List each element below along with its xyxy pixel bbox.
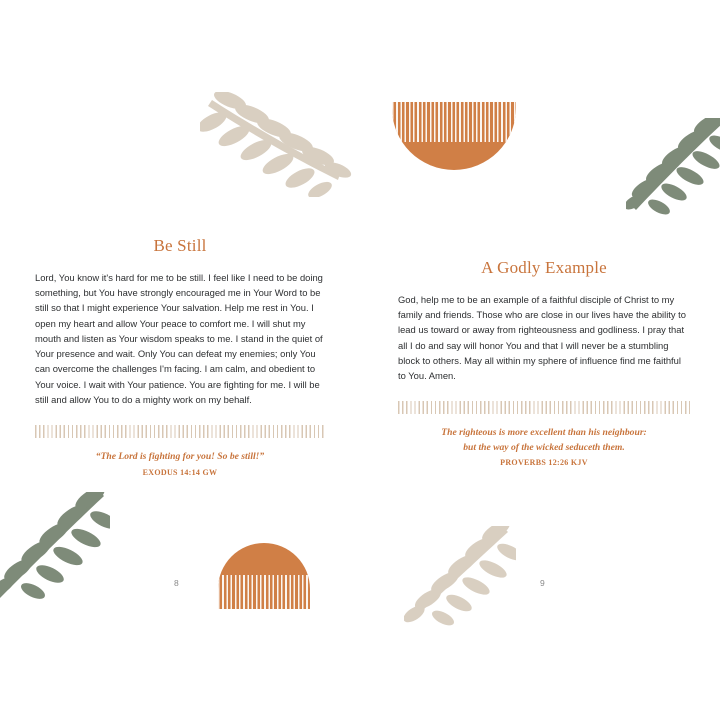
- verse-reference: PROVERBS 12:26 KJV: [500, 458, 588, 468]
- page-title: A Godly Example: [481, 258, 607, 277]
- arch-comb-orange-bottom-center: [218, 543, 310, 609]
- page-right-content: [398, 258, 690, 467]
- verse-text: “The Lord is fighting for you! So be still!”: [95, 451, 265, 463]
- prayer-body: God, help me to be an example of a faithful disciple of Christ to my family and friends. Those who are close in our lives have the ability to lead us toward or away from righteousness and godliness. I pray that all I do and say will honor You and that I will never be a stumbling block to others. May all within my sphere of influence find me faithful to You. Amen.: [398, 294, 686, 382]
- arch-comb-stripes: [218, 575, 310, 609]
- page-title: Be Still: [153, 236, 207, 255]
- page-left-content: [35, 236, 325, 477]
- comb-divider: [35, 425, 325, 438]
- verse-text-line-2: but the way of the wicked seduceth them.: [463, 441, 625, 453]
- verse-reference: EXODUS 14:14 GW: [142, 467, 218, 477]
- comb-divider: [398, 401, 690, 414]
- page-right: [360, 0, 720, 720]
- verse-text-line-1: The righteous is more excellent than his neighbour:: [441, 427, 647, 439]
- page-number: 8: [174, 578, 179, 588]
- page-number: 9: [540, 578, 545, 588]
- prayer-body: Lord, You know it's hard for me to be still. I feel like I need to be doing something, but You have strongly encouraged me in Your Word to be still so that I might experience Your salvation. Help me rest in You. I open my heart and allow Your peace to comfort me. I will shut my mouth and listen as Your wisdom speaks to me. I stand in the quiet of Your presence and wait. Only You can defeat my enemies; only You can overcome the challenges I'm facing. I am calm, and obedient to Your voice. I wait with Your patience. You are fighting for me. I will be still and allow You to do a mighty work on my behalf.: [35, 272, 323, 405]
